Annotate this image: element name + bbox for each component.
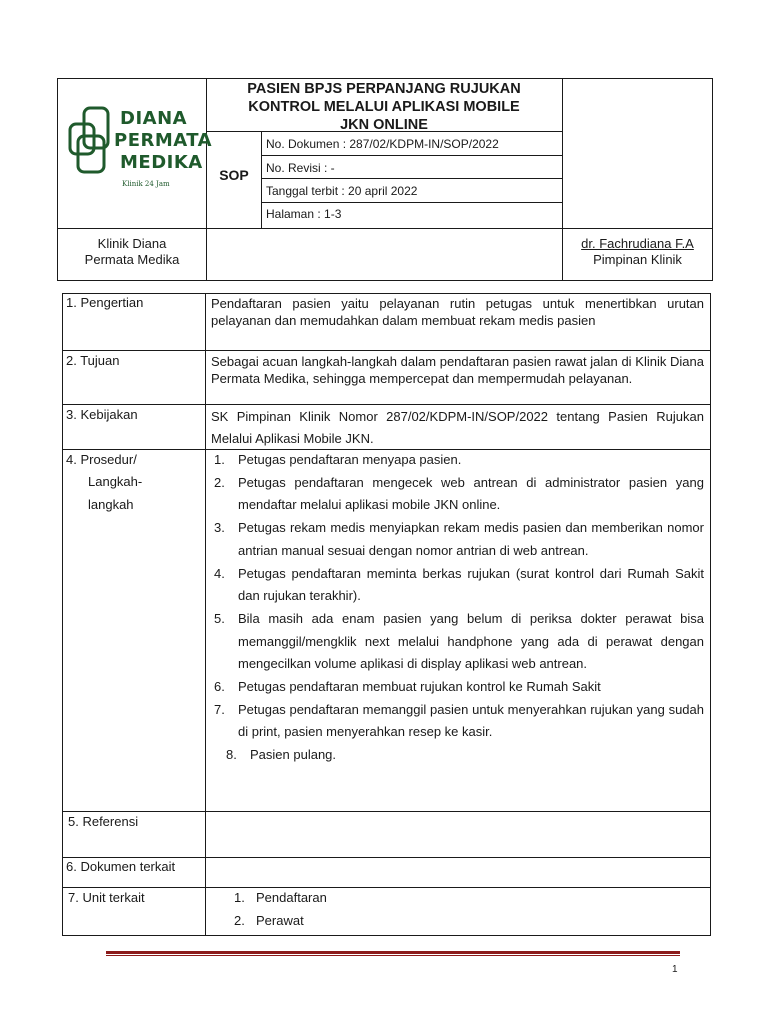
prosedur-label-line2: Langkah- xyxy=(88,474,143,489)
step-text: Petugas pendaftaran memanggil pasien untuk menyerahkan rujukan yang sudah di print, pasien menyerahkan resep ke kasir. xyxy=(238,701,704,740)
meta-doc-number: No. Dokumen : 287/02/KDPM-IN/SOP/2022 xyxy=(266,137,499,151)
step-text: Petugas pendaftaran menyapa pasien. xyxy=(238,452,462,467)
dokumen-terkait-label: 6. Dokumen terkait xyxy=(66,859,176,874)
signer-role: Pimpinan Klinik xyxy=(593,252,682,267)
unit-item-number: 2. xyxy=(234,913,245,928)
meta-revision: No. Revisi : - xyxy=(266,161,335,175)
title-line-3: JKN ONLINE xyxy=(340,117,428,133)
meta-page: Halaman : 1-3 xyxy=(266,207,342,221)
title-line-1: PASIEN BPJS PERPANJANG RUJUKAN xyxy=(247,81,521,97)
step-item xyxy=(214,449,704,472)
prosedur-label-line3: langkah xyxy=(88,497,134,512)
step-text: Pasien pulang. xyxy=(250,747,337,763)
step-item xyxy=(214,608,704,676)
logo-name-line3: MEDIKA xyxy=(120,152,203,173)
step-number: 6. xyxy=(214,679,225,695)
referensi-label: 5. Referensi xyxy=(68,814,139,829)
step-text: Petugas pendaftaran mengecek web antrean di administrator pasien yang mendaftar melalui aplikasi mobile JKN online. xyxy=(238,474,704,513)
meta-issue-date: Tanggal terbit : 20 april 2022 xyxy=(266,184,418,198)
unit-item-number: 1. xyxy=(234,890,245,905)
signer-name: dr. Fachrudiana F.A xyxy=(581,236,694,251)
kebijakan-label: 3. Kebijakan xyxy=(66,407,138,422)
sop-label: SOP xyxy=(219,167,249,183)
step-number: 1. xyxy=(214,452,225,467)
step-item xyxy=(214,699,704,744)
step-number: 7. xyxy=(214,701,225,717)
logo-tagline: Klinik 24 Jam xyxy=(122,180,170,188)
step-number: 5. xyxy=(214,610,225,626)
prosedur-steps xyxy=(214,449,704,767)
unit-item-text: Perawat xyxy=(256,913,304,928)
step-item xyxy=(214,563,704,608)
step-text: Petugas rekam medis menyiapkan rekam medis pasien dan memberikan nomor antrian manual sesuai dengan nomor antrian di web antrean. xyxy=(238,520,704,558)
step-text: Petugas pendaftaran meminta berkas rujukan (surat kontrol dari Rumah Sakit dan rujukan terakhir). xyxy=(238,565,704,604)
page-number: 1 xyxy=(672,964,678,975)
step-item xyxy=(214,517,704,562)
document-title xyxy=(206,80,562,134)
step-number: 3. xyxy=(214,520,225,536)
clinic-name-line1: Klinik Diana xyxy=(97,236,167,251)
step-item xyxy=(214,472,704,517)
unit-item-text: Pendaftaran xyxy=(256,890,327,905)
tujuan-label: 2. Tujuan xyxy=(66,353,120,368)
pengertian-text: Pendaftaran pasien yaitu pelayanan rutin petugas untuk menertibkan urutan pelayanan dan memudahkan dalam membuat rekam medis pasien xyxy=(211,296,704,328)
step-number: 8. xyxy=(226,747,237,763)
logo-name-line1: DIANA xyxy=(120,108,188,129)
clinic-logo xyxy=(64,100,213,200)
step-item xyxy=(214,676,704,699)
footer-rule xyxy=(106,951,680,957)
prosedur-label-line1: 4. Prosedur/ xyxy=(66,452,137,467)
step-number: 4. xyxy=(214,565,225,581)
step-number: 2. xyxy=(214,474,225,490)
pengertian-label: 1. Pengertian xyxy=(66,295,144,310)
step-item xyxy=(226,744,704,767)
unit-terkait-label: 7. Unit terkait xyxy=(68,890,145,905)
clinic-name-line2: Permata Medika xyxy=(84,252,180,267)
title-line-2: KONTROL MELALUI APLIKASI MOBILE xyxy=(248,99,520,115)
logo-mark-icon xyxy=(66,106,116,186)
kebijakan-text: SK Pimpinan Klinik Nomor 287/02/KDPM-IN/SOP/2022 tentang Pasien Rujukan Melalui Aplikasi Mobile JKN. xyxy=(211,409,704,446)
step-text: Bila masih ada enam pasien yang belum di periksa dokter perawat bisa memanggil/mengklik next melalui handphone yang ada di perawat dengan mengecilkan volume aplikasi di display aplikasi web antrean. xyxy=(238,610,704,672)
step-text: Petugas pendaftaran membuat rujukan kontrol ke Rumah Sakit xyxy=(238,679,601,695)
tujuan-text: Sebagai acuan langkah-langkah dalam pendaftaran pasien rawat jalan di Klinik Diana Permata Medika, sehingga mempercepat dan mempermudah pelayanan. xyxy=(211,354,704,386)
logo-name-line2: PERMATA xyxy=(114,130,213,151)
